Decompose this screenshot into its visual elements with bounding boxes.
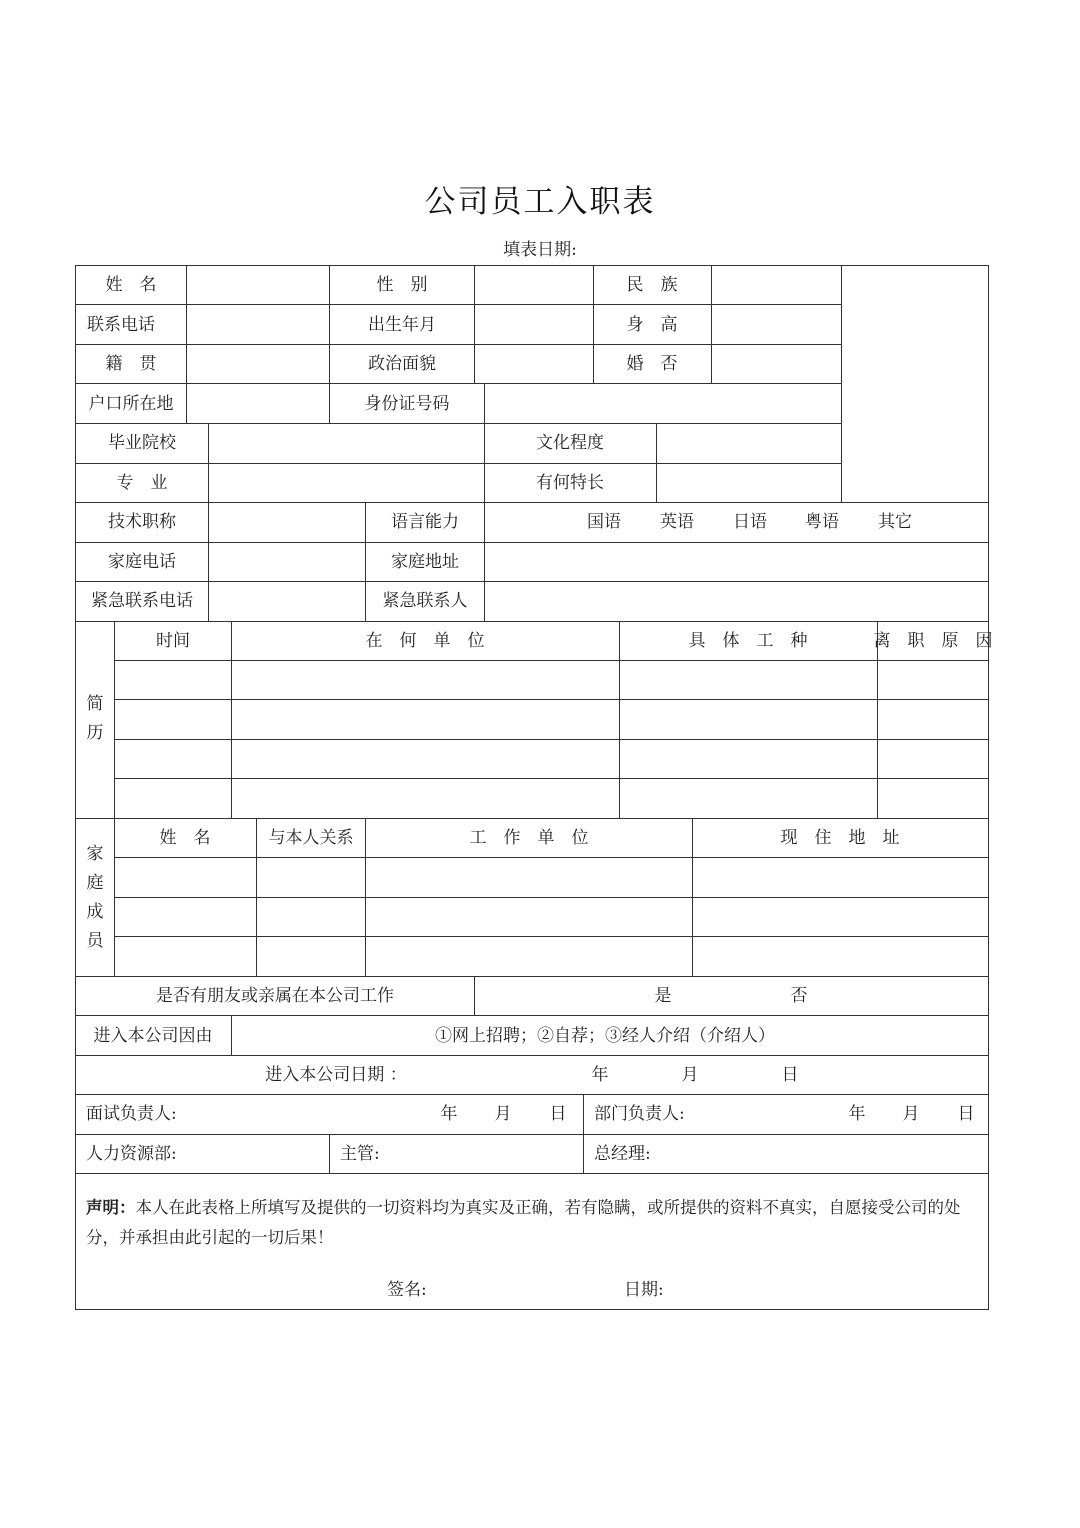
home-phone-label: 家庭电话 xyxy=(108,552,176,572)
hukou-label: 户口所在地 xyxy=(88,394,174,414)
home-address-label: 家庭地址 xyxy=(391,552,459,572)
resume-section-label: 简历 xyxy=(86,694,104,743)
dept-head-month: 月 xyxy=(902,1104,920,1124)
tech-title-label: 技术职称 xyxy=(108,512,176,532)
resume-header-leave-reason: 离 职 原 因 xyxy=(873,631,993,651)
family-header-relation: 与本人关系 xyxy=(268,828,354,848)
declaration-text: 本人在此表格上所填写及提供的一切资料均为真实及正确，若有隐瞒，或所提供的资料不真实，自愿接受公司的处分，并承担由此引起的一切后果！ xyxy=(86,1198,961,1247)
reason-label: 进入本公司因由 xyxy=(93,1026,213,1046)
supervisor-label: 主管: xyxy=(340,1144,380,1164)
interviewer-month: 月 xyxy=(494,1104,512,1124)
school-label: 毕业院校 xyxy=(108,433,176,453)
language-option: 国语 xyxy=(587,512,621,532)
family-header-address: 现 住 地 址 xyxy=(780,828,900,848)
marital-label: 婚 否 xyxy=(626,354,678,374)
entry-date-month: 月 xyxy=(681,1065,699,1085)
declaration-date-label: 日期: xyxy=(624,1280,664,1300)
language-label: 语言能力 xyxy=(391,512,459,532)
education-label: 文化程度 xyxy=(536,433,604,453)
relatives-no: 否 xyxy=(790,986,808,1006)
dept-head-day: 日 xyxy=(957,1104,975,1124)
specialty-label: 有何特长 xyxy=(536,473,604,493)
family-section-label: 家庭成员 xyxy=(86,844,104,951)
relatives-yes: 是 xyxy=(654,986,672,1006)
relatives-question: 是否有朋友或亲属在本公司工作 xyxy=(156,986,394,1006)
entry-date-day: 日 xyxy=(781,1065,799,1085)
interviewer-label: 面试负责人: xyxy=(86,1104,177,1124)
page-title: 公司员工入职表 xyxy=(424,184,656,220)
language-option: 日语 xyxy=(733,512,767,532)
interviewer-year: 年 xyxy=(440,1104,458,1124)
phone-label: 联系电话 xyxy=(87,315,155,335)
dept-head-label: 部门负责人: xyxy=(594,1104,685,1124)
signature-label: 签名: xyxy=(387,1280,427,1300)
native-place-label: 籍 贯 xyxy=(105,354,157,374)
resume-header-employer: 在 何 单 位 xyxy=(365,631,485,651)
emergency-phone-label: 紧急联系电话 xyxy=(91,591,193,611)
emergency-contact-label: 紧急联系人 xyxy=(382,591,468,611)
entry-date-year: 年 xyxy=(591,1065,609,1085)
language-option: 英语 xyxy=(660,512,694,532)
id-number-label: 身份证号码 xyxy=(364,394,450,414)
dept-head-year: 年 xyxy=(848,1104,866,1124)
reason-options: ①网上招聘；②自荐；③经人介绍（介绍人） xyxy=(435,1026,775,1046)
interviewer-day: 日 xyxy=(549,1104,567,1124)
resume-header-job: 具 体 工 种 xyxy=(688,631,808,651)
language-option: 粤语 xyxy=(805,512,839,532)
gm-label: 总经理: xyxy=(594,1144,651,1164)
gender-label: 性 别 xyxy=(376,275,428,295)
entry-date-label: 进入本公司日期 ： xyxy=(265,1065,407,1085)
resume-header-time: 时间 xyxy=(156,631,190,651)
language-option: 其它 xyxy=(878,512,912,532)
birth-label: 出生年月 xyxy=(368,315,436,335)
ethnicity-label: 民 族 xyxy=(626,275,678,295)
name-label: 姓 名 xyxy=(105,275,157,295)
height-label: 身 高 xyxy=(626,315,678,335)
hr-label: 人力资源部: xyxy=(86,1144,177,1164)
fill-date-label: 填表日期: xyxy=(503,240,577,260)
political-label: 政治面貌 xyxy=(368,354,436,374)
declaration xyxy=(86,1193,981,1253)
major-label: 专 业 xyxy=(116,473,168,493)
declaration-prefix: 声明： xyxy=(86,1198,136,1217)
family-header-employer: 工 作 单 位 xyxy=(469,828,589,848)
family-header-name: 姓 名 xyxy=(159,828,211,848)
